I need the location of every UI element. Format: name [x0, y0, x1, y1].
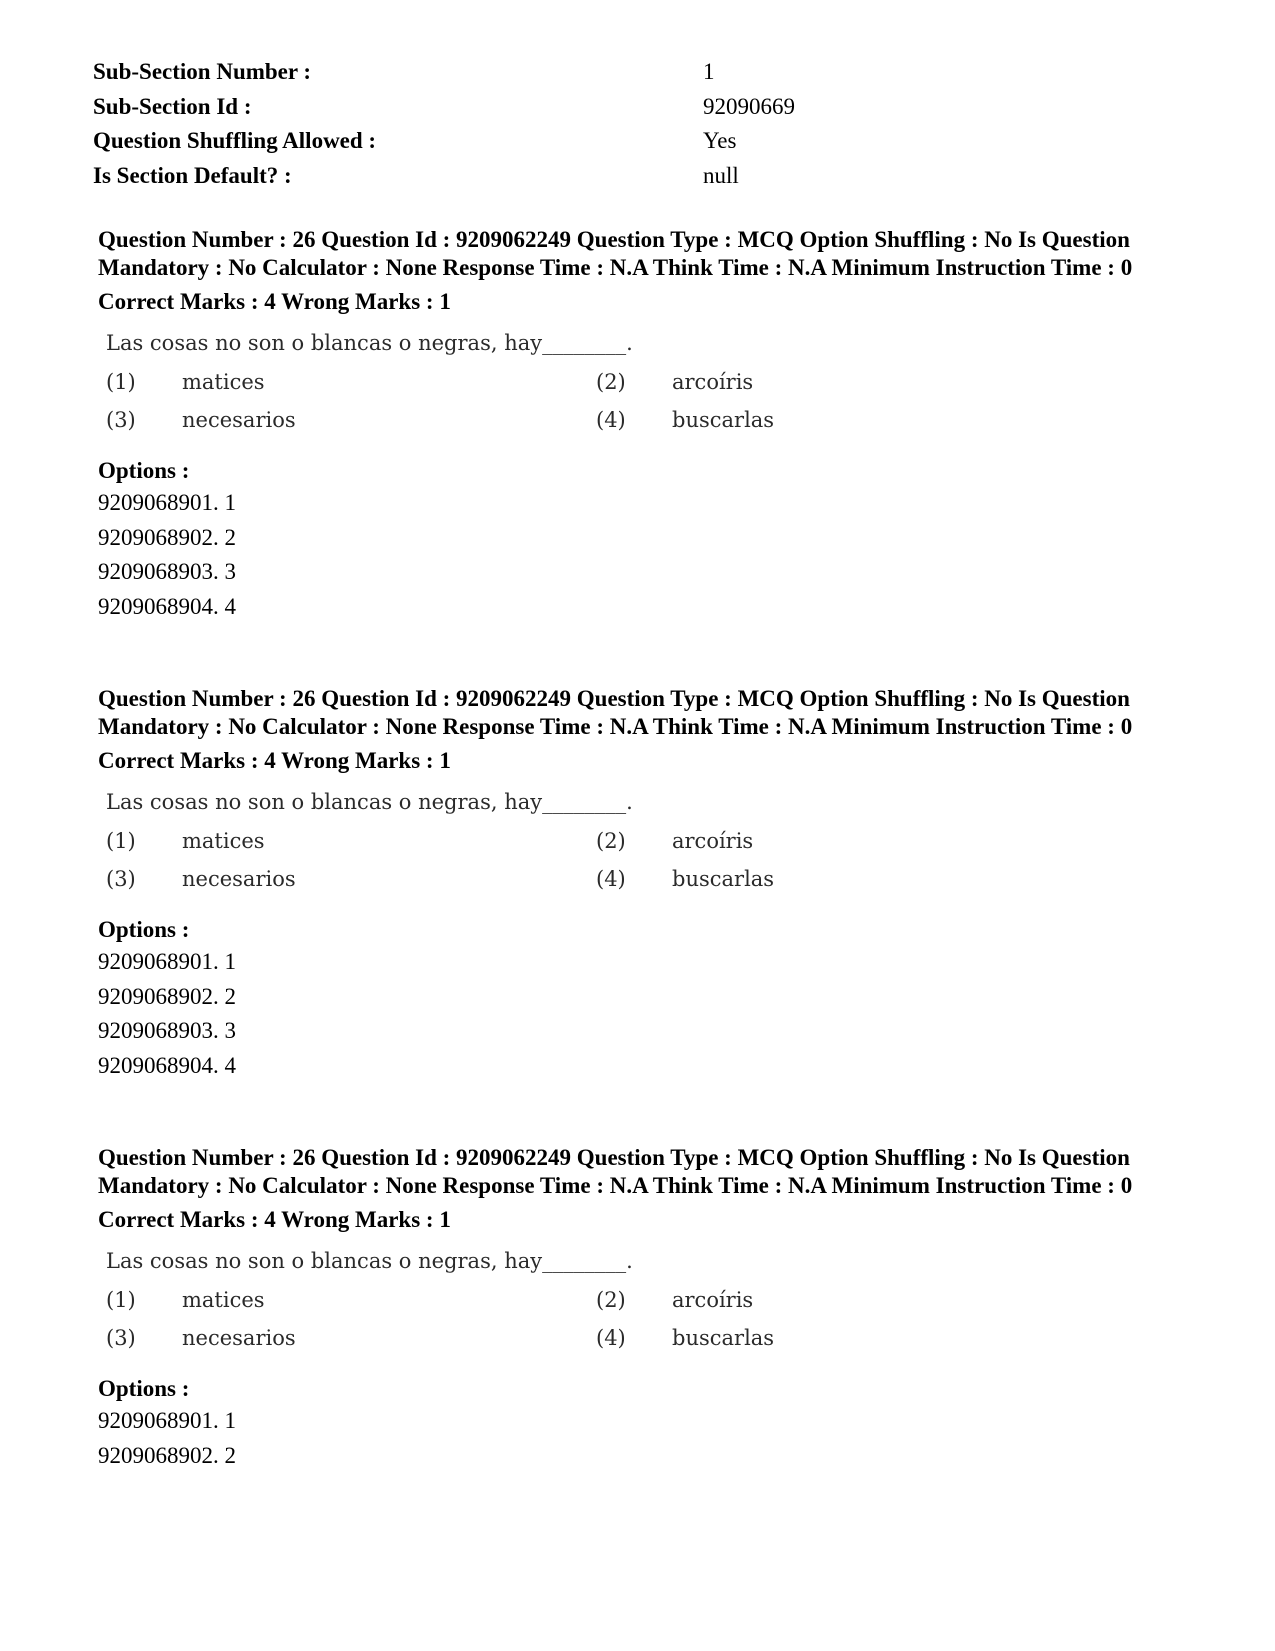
choice-text: necesarios — [182, 408, 296, 432]
choice-number: (4) — [596, 408, 626, 432]
question-header: Question Number : 26 Question Id : 9209062249 Question Type : MCQ Option Shuffling : No Is Question Mandatory : No Calculator : None Response Time : N.A Think Time : N.A Minimum Instruction Time : 0 — [98, 227, 1133, 280]
choice-number: (3) — [106, 408, 136, 432]
meta-value: 92090669 — [703, 93, 795, 119]
question-header: Question Number : 26 Question Id : 9209062249 Question Type : MCQ Option Shuffling : No Is Question Mandatory : No Calculator : None Response Time : N.A Think Time : N.A Minimum Instruction Time : 0 — [98, 686, 1133, 739]
choice-number: (1) — [106, 829, 136, 853]
options-title: Options : — [98, 917, 190, 942]
choice-text: arcoíris — [672, 1288, 754, 1312]
meta-label: Question Shuffling Allowed : — [93, 128, 377, 153]
meta-row-question-shuffling — [93, 124, 1193, 159]
option-line: 9209068901. 1 — [98, 490, 236, 515]
subsection-meta — [93, 55, 1193, 193]
question-stem: Las cosas no son o blancas o negras, hay________. — [106, 790, 633, 814]
question-header: Question Number : 26 Question Id : 9209062249 Question Type : MCQ Option Shuffling : No Is Question Mandatory : No Calculator : None Response Time : N.A Think Time : N.A Minimum Instruction Time : 0 — [98, 1145, 1133, 1198]
choice-text: necesarios — [182, 867, 296, 891]
option-line: 9209068901. 1 — [98, 1408, 236, 1433]
choice-grid — [106, 1284, 1198, 1364]
choice-text: necesarios — [182, 1326, 296, 1350]
question-marks: Correct Marks : 4 Wrong Marks : 1 — [98, 748, 451, 773]
option-line: 9209068902. 2 — [98, 524, 236, 550]
option-line: 9209068904. 4 — [98, 1052, 236, 1078]
choice-number: (2) — [596, 370, 626, 394]
option-line: 9209068902. 2 — [98, 1442, 236, 1468]
option-line: 9209068902. 2 — [98, 983, 236, 1009]
meta-label: Sub-Section Id : — [93, 93, 252, 119]
choice-number: (4) — [596, 1326, 626, 1350]
choice-text: buscarlas — [672, 408, 775, 432]
option-line: 9209068903. 3 — [98, 559, 236, 584]
question-block-3 — [98, 1144, 1198, 1473]
options-title: Options : — [98, 1376, 190, 1401]
option-line: 9209068903. 3 — [98, 1018, 236, 1043]
choice-number: (1) — [106, 370, 136, 394]
meta-value: 1 — [703, 59, 715, 84]
question-marks: Correct Marks : 4 Wrong Marks : 1 — [98, 289, 451, 314]
question-block-2 — [98, 685, 1198, 1083]
choice-number: (2) — [596, 1288, 626, 1312]
meta-value: Yes — [703, 128, 737, 153]
choice-number: (3) — [106, 1326, 136, 1350]
meta-row-section-default — [93, 159, 1193, 194]
choice-grid — [106, 366, 1198, 446]
meta-row-subsection-number — [93, 55, 1193, 90]
meta-value: null — [703, 162, 739, 188]
meta-label: Sub-Section Number : — [93, 59, 312, 84]
meta-row-subsection-id — [93, 90, 1193, 125]
choice-number: (1) — [106, 1288, 136, 1312]
question-marks: Correct Marks : 4 Wrong Marks : 1 — [98, 1207, 451, 1232]
choice-number: (4) — [596, 867, 626, 891]
meta-label: Is Section Default? : — [93, 162, 292, 188]
choice-number: (3) — [106, 867, 136, 891]
question-stem: Las cosas no son o blancas o negras, hay________. — [106, 331, 633, 355]
question-block-1 — [98, 226, 1198, 624]
option-line: 9209068901. 1 — [98, 949, 236, 974]
choice-grid — [106, 825, 1198, 905]
choice-text: arcoíris — [672, 829, 754, 853]
options-title: Options : — [98, 458, 190, 483]
option-line: 9209068904. 4 — [98, 593, 236, 619]
choice-text: matices — [182, 370, 265, 394]
question-stem: Las cosas no son o blancas o negras, hay________. — [106, 1249, 633, 1273]
choice-number: (2) — [596, 829, 626, 853]
choice-text: matices — [182, 829, 265, 853]
choice-text: buscarlas — [672, 867, 775, 891]
choice-text: buscarlas — [672, 1326, 775, 1350]
choice-text: arcoíris — [672, 370, 754, 394]
choice-text: matices — [182, 1288, 265, 1312]
